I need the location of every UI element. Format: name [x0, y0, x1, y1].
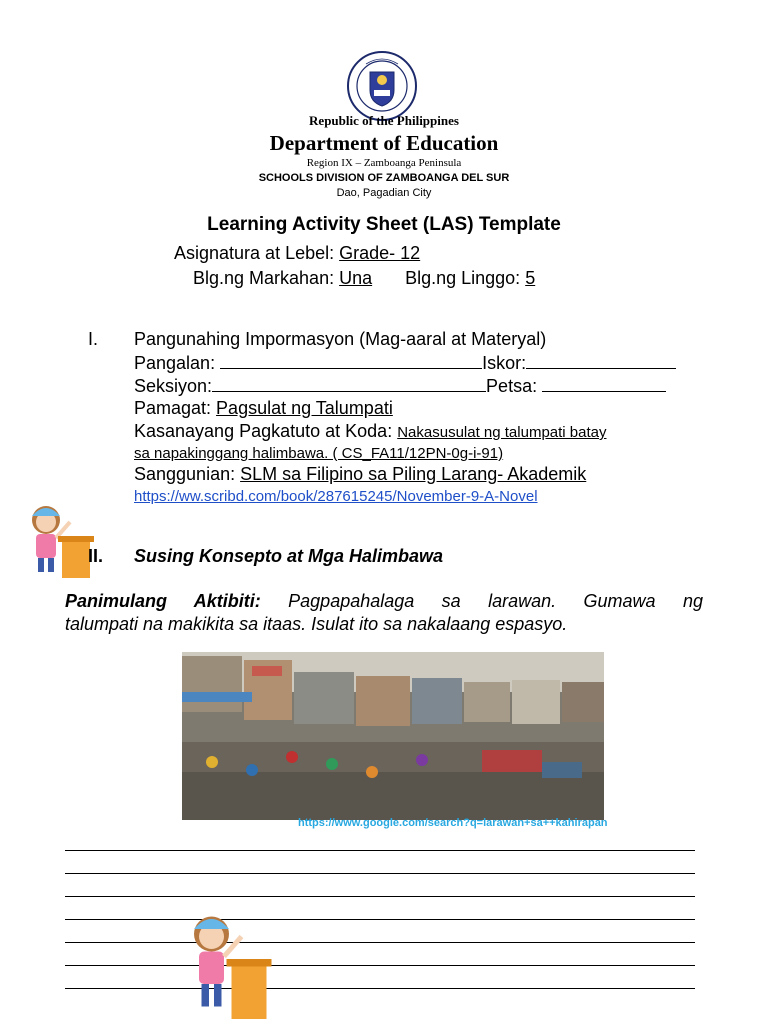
writing-line[interactable]: [65, 942, 695, 943]
deped-seal-icon: [346, 50, 418, 122]
teacher-podium-icon: [24, 498, 96, 580]
competency-label: Kasanayang Pagkatuto at Koda:: [134, 421, 398, 441]
quarter-label: Blg.ng Markahan:: [193, 268, 340, 288]
week-value: 5: [525, 268, 536, 288]
reference-row: [134, 464, 586, 485]
subject-label: Asignatura at Lebel:: [174, 243, 340, 263]
subject-row: [174, 243, 420, 264]
republic-text: Republic of the Philippines: [309, 113, 459, 128]
section1-number: I.: [88, 329, 99, 349]
page-title: Learning Activity Sheet (LAS) Template: [207, 214, 561, 235]
lesson-title-value: Pagsulat ng Talumpati: [216, 398, 393, 418]
writing-line[interactable]: [65, 896, 695, 897]
writing-line[interactable]: [65, 873, 695, 874]
section2-heading: Susing Konsepto at Mga Halimbawa: [134, 546, 444, 566]
name-label: Pangalan:: [134, 353, 221, 373]
writing-line[interactable]: [65, 965, 695, 966]
image-source-link[interactable]: https://www.google.com/search?q=larawan+sa++kahirapan: [298, 817, 608, 829]
region-text: Region IX – Zamboanga Peninsula: [306, 157, 462, 169]
score-field[interactable]: [526, 352, 676, 369]
name-score-row: [134, 352, 676, 374]
competency-row: [134, 421, 607, 442]
subject-value: Grade- 12: [339, 243, 421, 263]
lesson-title-row: [134, 398, 393, 419]
score-label: Iskor:: [482, 353, 527, 373]
activity-line1: [65, 591, 703, 612]
section-label: Seksiyon:: [134, 376, 213, 396]
writing-line[interactable]: [65, 850, 695, 851]
location-text: Dao, Pagadian City: [336, 187, 432, 199]
teacher-podium-icon: [184, 906, 274, 1022]
name-field[interactable]: [220, 352, 482, 369]
week-label: Blg.ng Linggo:: [405, 268, 526, 288]
competency-line2: sa napakinggang halimbawa. ( CS_FA11/12PN-0g-i-91): [134, 445, 504, 462]
poverty-scene-image: [182, 652, 604, 820]
section-date-row: [134, 375, 666, 397]
reference-value: SLM sa Filipino sa Piling Larang- Akademik: [240, 464, 587, 484]
section1-heading: Pangunahing Impormasyon (Mag-aaral at Materyal): [134, 329, 547, 349]
activity-text-line1: Pagpapahalaga sa larawan. Gumawa ng: [260, 591, 703, 611]
activity-text-line2: talumpati na makikita sa itaas. Isulat ito sa nakalaang espasyo.: [65, 614, 568, 634]
department-text: Department of Education: [269, 131, 499, 155]
reference-label: Sanggunian:: [134, 464, 241, 484]
activity-label: Panimulang Aktibiti:: [65, 591, 261, 611]
division-text: SCHOOLS DIVISION OF ZAMBOANGA DEL SUR: [258, 172, 510, 184]
writing-line[interactable]: [65, 919, 695, 920]
competency-line1: Nakasusulat ng talumpati batay: [397, 424, 607, 441]
quarter-value: Una: [339, 268, 373, 288]
lesson-title-label: Pamagat:: [134, 398, 217, 418]
section2-number: II.: [88, 546, 104, 566]
date-field[interactable]: [542, 375, 666, 392]
section-field[interactable]: [212, 375, 486, 392]
date-label: Petsa:: [486, 376, 543, 396]
quarter-row: [193, 268, 535, 289]
reference-link[interactable]: https://ww.scribd.com/book/287615245/November-9-A-Novel: [134, 488, 538, 505]
writing-line[interactable]: [65, 988, 695, 989]
